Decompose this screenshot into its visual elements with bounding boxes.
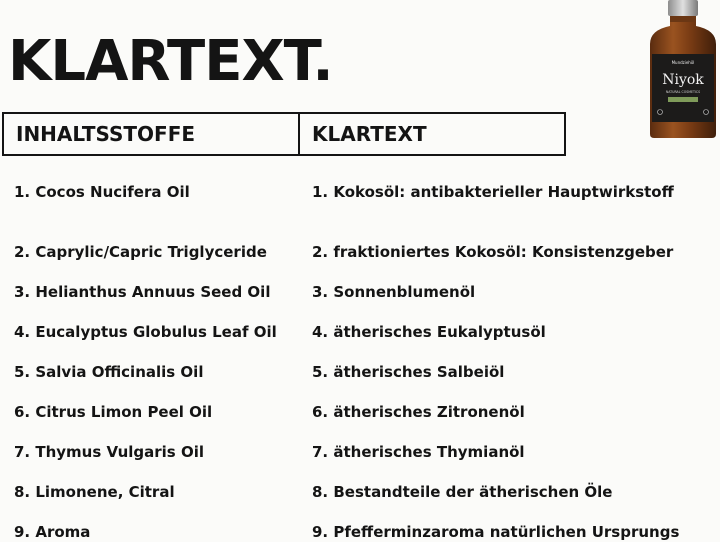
explanation-1: 1. Kokosöl: antibakterieller Hauptwirkstoff bbox=[312, 183, 674, 201]
ingredient-3: 3. Helianthus Annuus Seed Oil bbox=[14, 283, 271, 301]
explanation-8: 8. Bestandteile der ätherischen Öle bbox=[312, 483, 613, 501]
bottle-subline-label: NATURAL COSMETICS bbox=[665, 90, 701, 94]
ingredient-8: 8. Limonene, Citral bbox=[14, 483, 175, 501]
ingredient-7: 7. Thymus Vulgaris Oil bbox=[14, 443, 204, 461]
ingredient-4: 4. Eucalyptus Globulus Leaf Oil bbox=[14, 323, 277, 341]
bottle-type-label: Mundziehöl bbox=[671, 60, 695, 65]
ingredient-1: 1. Cocos Nucifera Oil bbox=[14, 183, 190, 201]
header-klartext: KLARTEXT bbox=[312, 122, 427, 146]
explanation-7: 7. ätherisches Thymianöl bbox=[312, 443, 525, 461]
explanation-2: 2. fraktioniertes Kokosöl: Konsistenzgeber bbox=[312, 243, 674, 261]
explanation-6: 6. ätherisches Zitronenöl bbox=[312, 403, 525, 421]
header-ingredients: INHALTSSTOFFE bbox=[4, 114, 300, 154]
ingredient-5: 5. Salvia Officinalis Oil bbox=[14, 363, 204, 381]
explanation-5: 5. ätherisches Salbeiöl bbox=[312, 363, 505, 381]
page-title: KLARTEXT. bbox=[8, 29, 333, 94]
ingredient-9: 9. Aroma bbox=[14, 523, 91, 541]
explanation-9: 9. Pfefferminzaroma natürlichen Ursprungs bbox=[312, 523, 680, 541]
explanation-4: 4. ätherisches Eukalyptusöl bbox=[312, 323, 546, 341]
ingredient-2: 2. Caprylic/Capric Triglyceride bbox=[14, 243, 267, 261]
bottle-brand-label: Niyok bbox=[662, 72, 704, 88]
explanation-3: 3. Sonnenblumenöl bbox=[312, 283, 476, 301]
ingredient-6: 6. Citrus Limon Peel Oil bbox=[14, 403, 213, 421]
